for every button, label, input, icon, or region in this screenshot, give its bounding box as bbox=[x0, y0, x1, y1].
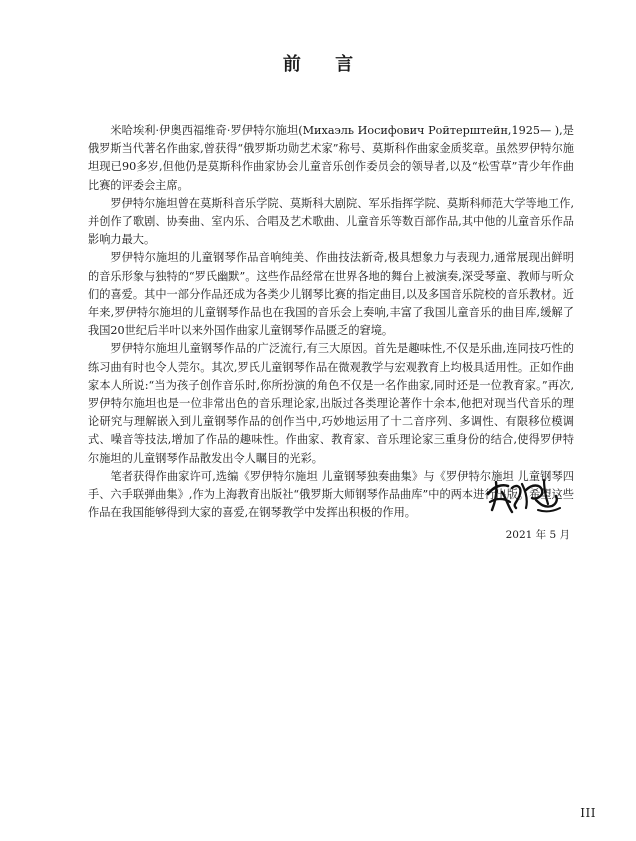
paragraph: 罗伊特尔施坦曾在莫斯科音乐学院、莫斯科大剧院、军乐指挥学院、莫斯科师范大学等地工作,并创作了歌剧、协奏曲、室内乐、合唱及艺术歌曲、儿童音乐等数百部作品,其中他的儿童音乐作品影响力最大。 bbox=[88, 196, 574, 247]
page-title: 前 言 bbox=[282, 54, 368, 75]
author-signature bbox=[482, 474, 566, 518]
preface-body bbox=[88, 122, 574, 522]
handwritten-signature-icon bbox=[482, 474, 566, 518]
page-number: III bbox=[580, 806, 596, 820]
paragraph: 罗伊特尔施坦的儿童钢琴作品音响纯美、作曲技法新奇,极具想象力与表现力,通常展现出鲜明的音乐形象与独特的“罗氏幽默”。这些作品经常在世界各地的舞台上被演奏,深受琴童、教师与听众们的喜爱。其中一部分作品还成为各类少儿钢琴比赛的指定曲目,以及多国音乐院校的音乐教材。近年来,罗伊特尔施坦的儿童钢琴作品也在我国的音乐会上奏响,丰富了我国儿童音乐的曲目库,缓解了我国20世纪后半叶以来外国作曲家儿童钢琴作品匮乏的窘境。 bbox=[88, 251, 574, 338]
paragraph: 笔者获得作曲家许可,选编《罗伊特尔施坦 儿童钢琴独奏曲集》与《罗伊特尔施坦 儿童钢琴四手、六手联弹曲集》,作为上海教育出版社“俄罗斯大师钢琴作品曲库”中的两本进行出版。希望这些作品在我国能够得到大家的喜爱,在钢琴教学中发挥出积极的作用。 bbox=[88, 469, 574, 520]
paragraph: 米哈埃利·伊奥西福维奇·罗伊特尔施坦(Михаэль Иосифович Ройтерштейн,1925— ),是俄罗斯当代著名作曲家,曾获得“俄罗斯功勋艺术家”称号、莫斯科作曲家金质奖章。虽然罗伊特尔施坦现已90多岁,但他仍是莫斯科作曲家协会儿童音乐创作委员会的领导者,以及“松雪草”青少年作曲比赛的评委会主席。 bbox=[88, 124, 574, 192]
paragraph: 罗伊特尔施坦儿童钢琴作品的广泛流行,有三大原因。首先是趣味性,不仅是乐曲,连同技巧性的练习曲有时也令人莞尔。其次,罗氏儿童钢琴作品在微观教学与宏观教育上均极具适用性。正如作曲家本人所说:“当为孩子创作音乐时,你所扮演的角色不仅是一名作曲家,同时还是一位教育家。”再次,罗伊特尔施坦也是一位非常出色的音乐理论家,出版过各类理论著作十余本,他把对现当代音乐的理论研究与理解嵌入到儿童钢琴作品的创作当中,巧妙地运用了十二音序列、多调性、有限移位模调式、噪音等技法,增加了作品的趣味性。作曲家、教育家、音乐理论家三重身份的结合,使得罗伊特尔施坦的儿童钢琴作品散发出令人瞩目的光彩。 bbox=[88, 342, 574, 465]
date: 2021 年 5 月 bbox=[505, 529, 570, 541]
